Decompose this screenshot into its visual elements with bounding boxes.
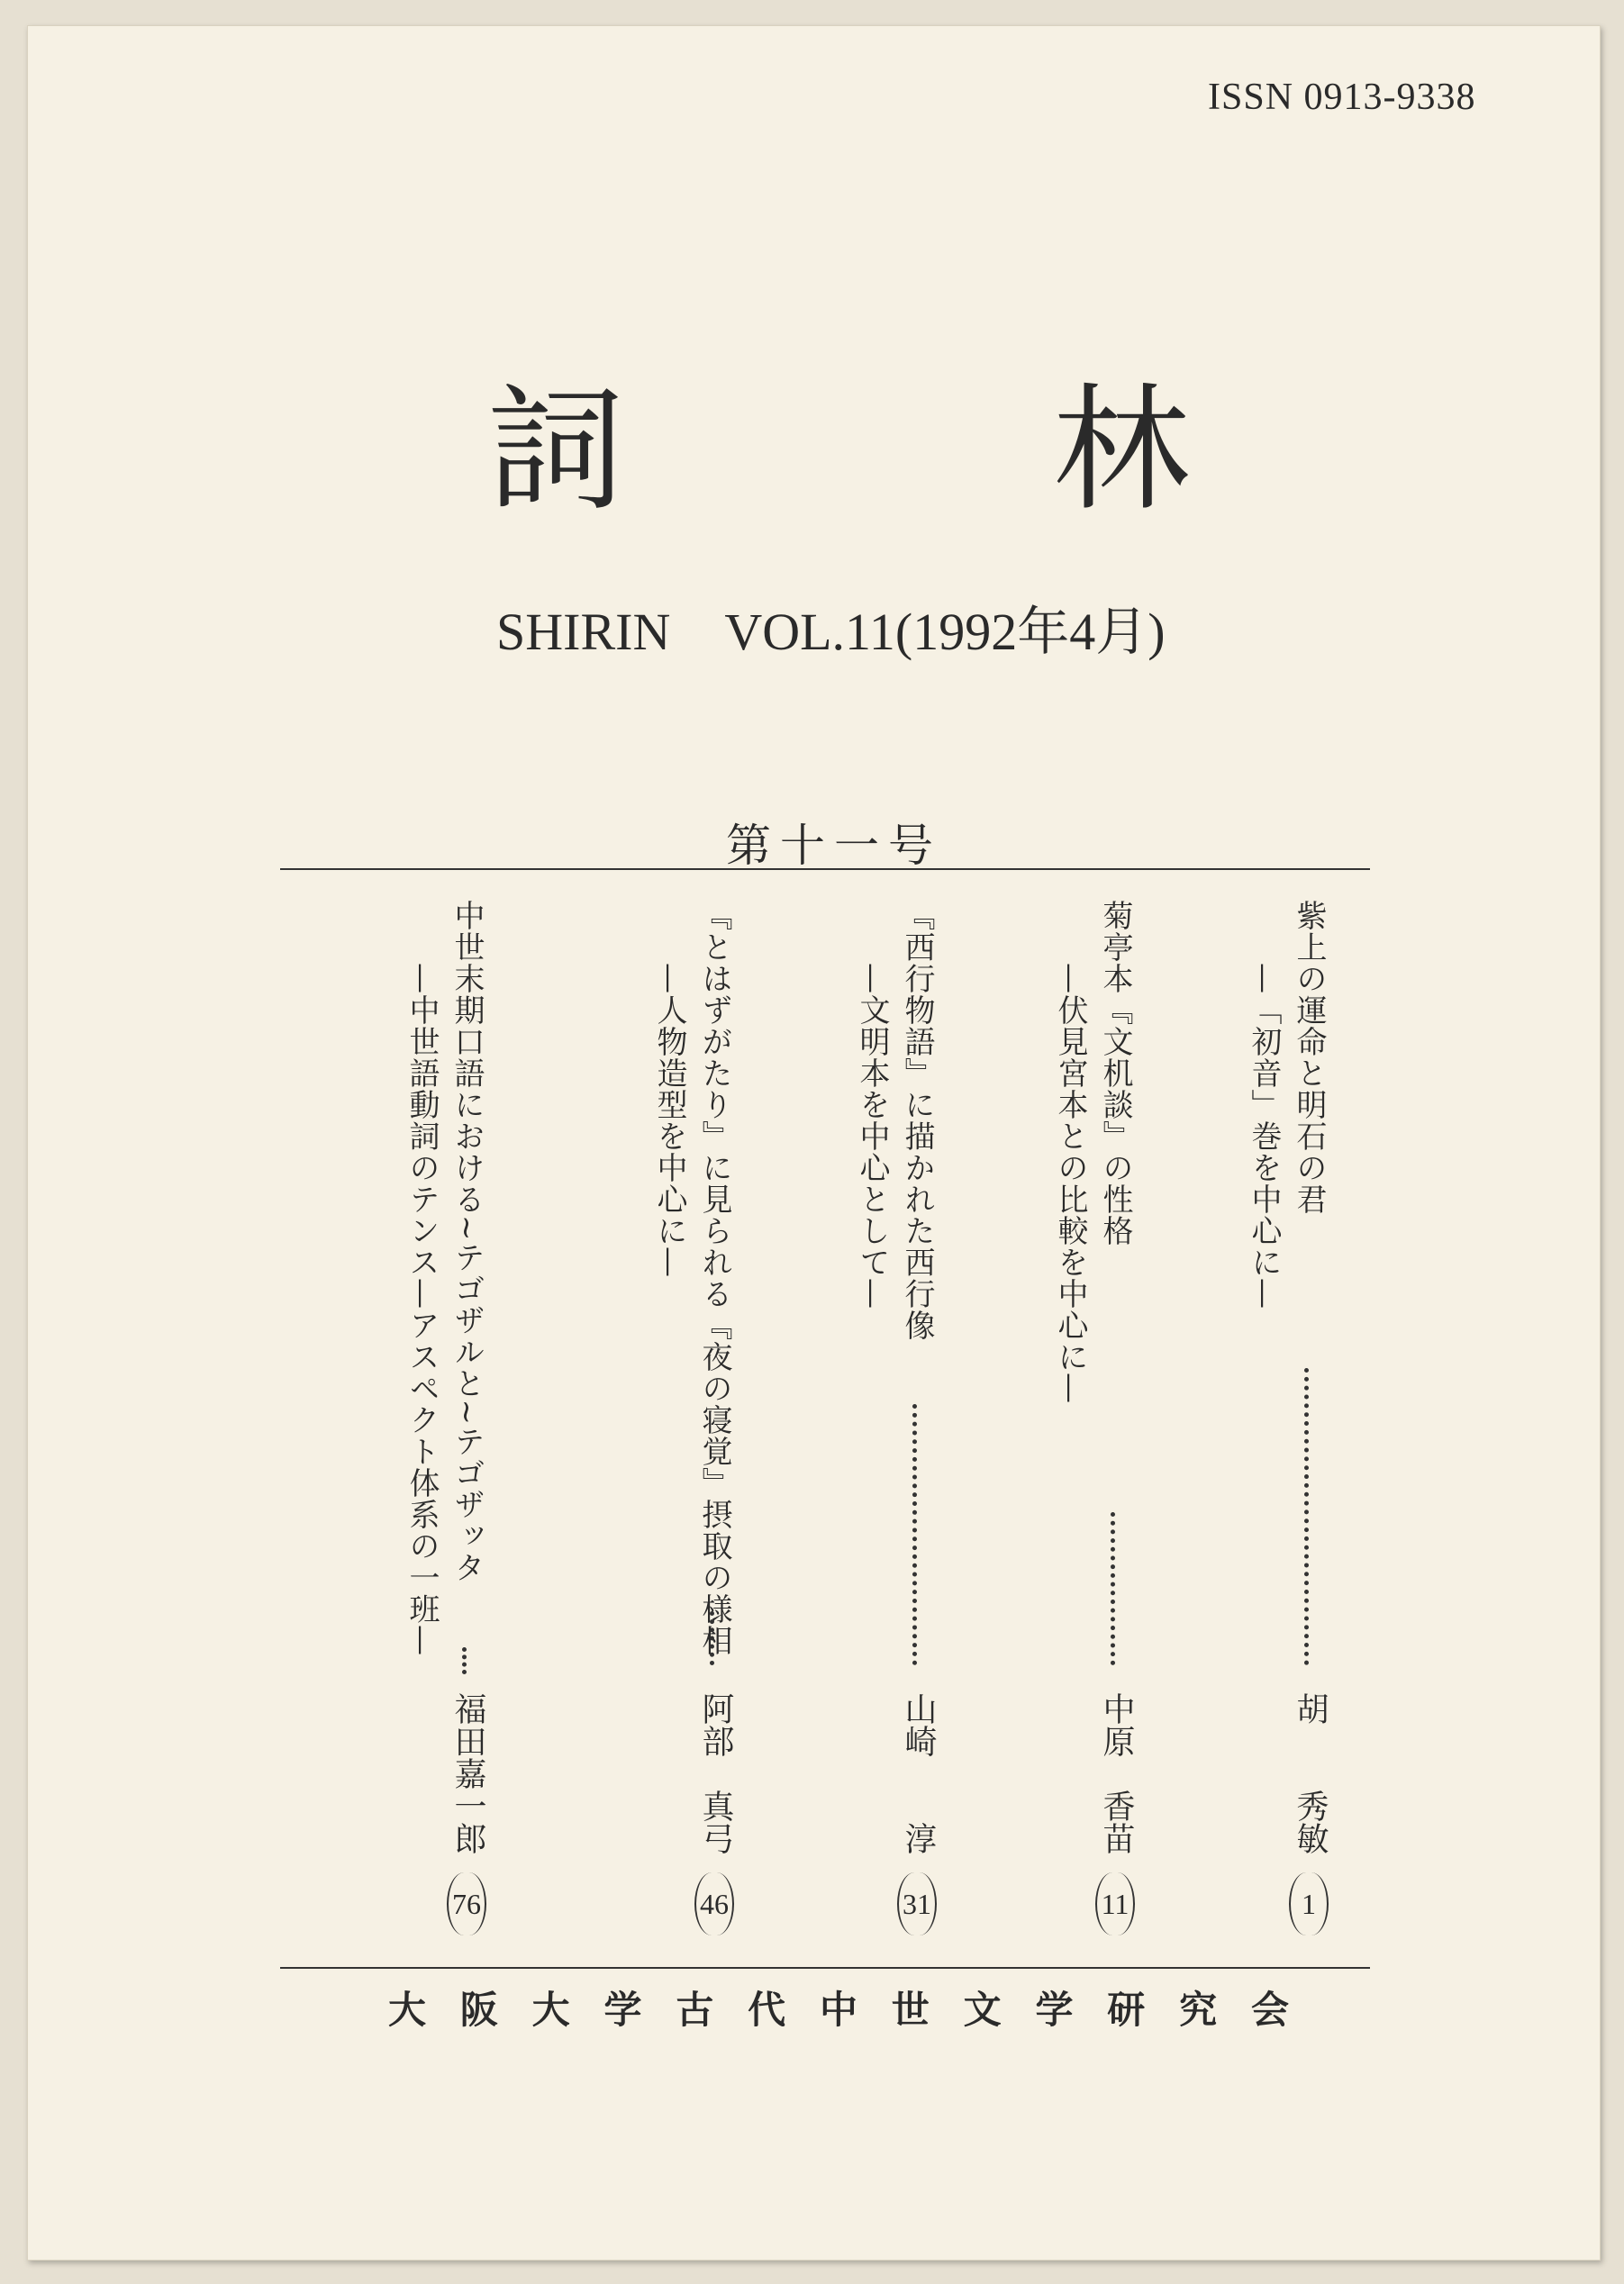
article-title: 紫上の運命と明石の君 bbox=[1291, 900, 1327, 1215]
publisher-char: 研 bbox=[1107, 1988, 1146, 2032]
leader-dots bbox=[912, 1404, 922, 1665]
journal-title bbox=[487, 370, 1190, 530]
publisher-char: 文 bbox=[963, 1988, 1002, 2032]
journal-romaji: SHIRIN bbox=[496, 603, 671, 661]
toc-entry bbox=[848, 900, 947, 1935]
article-author: 胡 秀敏 bbox=[1292, 1692, 1329, 1854]
article-subtitle: —人物造型を中心に— bbox=[651, 963, 687, 1278]
publisher-char: 阪 bbox=[459, 1988, 498, 2032]
issn-number: ISSN 0913-9338 bbox=[1208, 77, 1476, 118]
article-subtitle: —中世語動詞のテンス—アスペクト体系の一班— bbox=[404, 963, 440, 1656]
issue-date: (1992年4月) bbox=[894, 603, 1166, 661]
article-page-number: 1 bbox=[1289, 1872, 1329, 1935]
bottom-divider bbox=[280, 1967, 1370, 1969]
article-author: 阿部 真弓 bbox=[697, 1692, 734, 1854]
journal-title-char-2: 林 bbox=[1053, 370, 1190, 530]
publisher-char: 中 bbox=[819, 1988, 857, 2032]
publisher-char: 古 bbox=[676, 1988, 714, 2032]
issue-number: 第十一号 bbox=[726, 820, 942, 872]
journal-subtitle bbox=[496, 589, 1166, 665]
article-title: 『西行物語』に描かれた西行像 bbox=[899, 900, 935, 1341]
article-page-number: 76 bbox=[447, 1872, 486, 1935]
article-author: 中原 香苗 bbox=[1098, 1692, 1135, 1854]
publisher-char: 究 bbox=[1179, 1988, 1218, 2032]
article-subtitle: —伏見宮本との比較を中心に— bbox=[1052, 963, 1088, 1404]
table-of-contents bbox=[280, 900, 1370, 1962]
publisher-char: 学 bbox=[603, 1988, 642, 2032]
article-title: 菊亭本『文机談』の性格 bbox=[1097, 900, 1133, 1246]
article-page-number: 11 bbox=[1095, 1872, 1135, 1935]
article-page-number: 31 bbox=[897, 1872, 937, 1935]
publisher-char: 代 bbox=[748, 1988, 786, 2032]
journal-cover bbox=[27, 25, 1601, 2261]
publisher-char: 会 bbox=[1250, 1988, 1289, 2032]
leader-dots bbox=[1111, 1512, 1120, 1665]
toc-entry bbox=[397, 900, 496, 1935]
volume-number: VOL.11 bbox=[724, 603, 895, 661]
article-author: 福田嘉一郎 bbox=[449, 1692, 486, 1854]
article-title: 『とはずがたり』に見られる『夜の寝覚』摂取の様相 bbox=[696, 900, 732, 1656]
article-title: 中世末期口語における~テゴザルと~テゴザッタ bbox=[449, 900, 485, 1583]
journal-title-char-1: 詞 bbox=[487, 370, 624, 530]
top-divider bbox=[280, 868, 1370, 870]
publisher-char: 大 bbox=[388, 1988, 427, 2032]
publisher-char: 学 bbox=[1035, 1988, 1074, 2032]
publisher-name bbox=[388, 1980, 1289, 2035]
leader-dots bbox=[1304, 1368, 1314, 1665]
publisher-char: 世 bbox=[891, 1988, 930, 2032]
publisher-char: 大 bbox=[531, 1988, 570, 2032]
toc-entry bbox=[645, 900, 744, 1935]
article-page-number: 46 bbox=[694, 1872, 734, 1935]
article-author: 山崎 淳 bbox=[900, 1692, 937, 1854]
toc-entry bbox=[1239, 900, 1338, 1935]
article-subtitle: —「初音」巻を中心に— bbox=[1246, 963, 1282, 1310]
article-subtitle: —文明本を中心として— bbox=[854, 963, 890, 1310]
leader-dots bbox=[710, 1611, 720, 1665]
toc-entry bbox=[1046, 900, 1145, 1935]
leader-dots bbox=[462, 1647, 472, 1674]
